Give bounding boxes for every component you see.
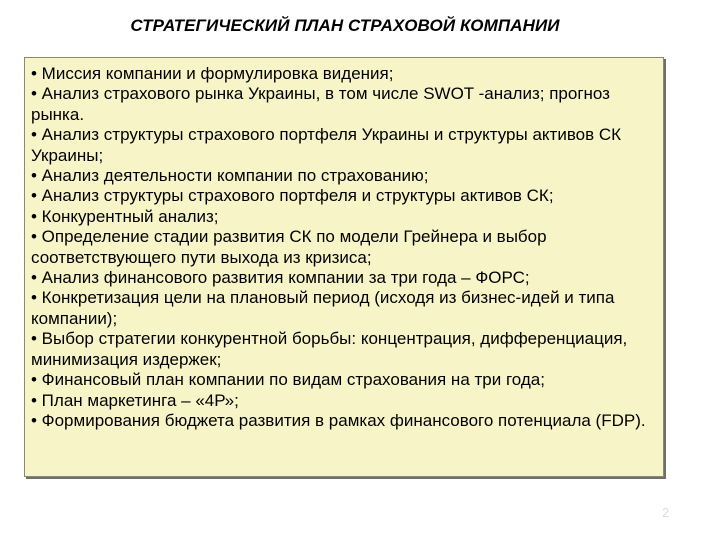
list-item: • Формирования бюджета развития в рамках финансового потенциала (FDP). <box>31 410 646 430</box>
list-item: • Анализ структуры страхового портфеля и структуры активов СК; <box>31 186 554 206</box>
list-item: • Конкретизация цели на плановый период (исходя из бизнес-идей и типа компании); <box>31 288 615 328</box>
list-item: • Конкурентный анализ; <box>31 206 219 226</box>
plan-items-list <box>31 64 657 431</box>
list-item: • Финансовый план компании по видам страхования на три года; <box>31 370 545 390</box>
list-item: • Анализ финансового развития компании за три года – ФОРС; <box>31 268 530 288</box>
list-item: • Определение стадии развития СК по модели Грейнера и выбор соответствующего пути выхода из кризиса; <box>31 227 547 267</box>
list-item: • Анализ структуры страхового портфеля Украины и структуры активов СК Украины; <box>31 125 622 165</box>
page-number: 2 <box>662 505 670 520</box>
list-item: • Выбор стратегии конкурентной борьбы: концентрация, дифференциация, минимизация издержек; <box>31 329 628 369</box>
list-item: • Миссия компании и формулировка видения; <box>31 64 394 83</box>
list-item: • Анализ деятельности компании по страхованию; <box>31 166 429 186</box>
list-item: • План маркетинга – «4Р»; <box>31 390 239 410</box>
list-item: • Анализ страхового рынка Украины, в том числе SWOT -анализ; прогноз рынка. <box>31 84 610 124</box>
content-box <box>24 57 664 477</box>
slide-title: СТРАТЕГИЧЕСКИЙ ПЛАН СТРАХОВОЙ КОМПАНИИ <box>130 16 560 35</box>
